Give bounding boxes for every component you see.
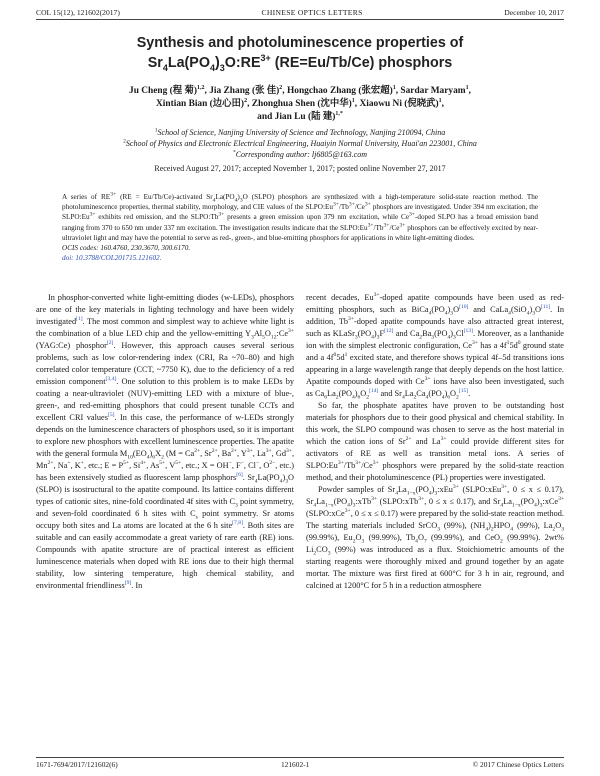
page-number: 121602-1 (280, 760, 310, 769)
footer-issn: 1671-7694/2017/121602(6) (36, 760, 118, 769)
body-column-right: recent decades, $Eu^{3+}$-doped apatite compounds have been used as red-emitting phosphors, such as $BiCa_4(PO_4)_3O[10]$ and $CaLa_4(SiO_4)_3O[11]$. In addition, $Tb^{3+}$-doped apatite compounds have also attracted great interest, such as $KLaSr_3(PO_4)_3F[12]$ and $Ca_2Ba_3(PO_4)_3Cl[13]$. Moreover, as a lanthanide ion with the simplest electronic configuration, $Ce^{3+}$ has a $4f^15d^0$ ground state and a $4f^05d^1$ excited state, and therefore shows typical 4f–5d transitions ions appearing in a large wavelength range that deeply depends on the host lattice. Apatite compounds doped with $Ce^{3+}$ ions have also been investigated, such as $Ca_6La_2(PO_4)_6O_2[14]$ and $Sr_4La_2Ca_4(PO_4)_6O_2[15]$. So far, the phosphate apatites have proven to be outstanding host materials for phosphors due to their good physical and chemical stability. In this work, the SLPO compound was chosen to serve as the host material in which the cation ions of $Sr^{2+}$ and $La^{3+}$ could provide different sites for activators of RE as well as transition metal ions. A series of $SLPO:Eu^{3+}/Tb^{3+}/Ce^{3+}$ phosphors were prepared by the solid-state reaction method, and their photoluminescence (PL) properties were investigated. Powder samples of $Sr_4La_{1-x}(PO_4)_3:xEu^{3+}$ (SLPO:xEu$^{3+}$, 0 ≤ x ≤ 0.17), $Sr_4La_{1-x}(PO_4)_3:xTb^{3+}$ (SLPO:xTb$^{3+}$, 0 ≤ x ≤ 0.17), and $Sr_4La_{1-x}(PO_4)_3:xCe^{3+}$ (SLPO:xCe$^{3+}$, 0 ≤ x ≤ 0.17) were prepared by the solid-state reaction method. The starting materials included SrCO$_3$ (99%), $(NH_4)_2HPO_4$ (99%), $La_2O_3$ (99.99%), $Eu_2O_3$ (99.99%), $Tb_4O_7$ (99.99%), and CeO$_2$ (99.99%). 2wt% $Li_2CO_3$ (99%) was introduced as a flux. Stoichiometric amounts of the starting reagents were thoroughly mixed and ground together by an agate mortar. The mixture was first fired at 600°C for 3 h in air, reground, and calcined at 1200°C for 5 h in a reduction atmosphere (306, 292, 565, 590)
abstract-text: A series of $RE^{3+}$ (RE = Eu/Tb/Ce)-activated $Sr_4La(PO_4)_3O$ (SLPO) phosphors are synthesized with a high-temperature solid-state reaction method. The photoluminescence properties, thermal stability, morphology, and CIE values of the $SLPO:Eu^{3+}/Tb^{3+}/Ce^{3+}$ phosphors are investigated. Under 394 nm excitation, the $SLPO:Eu^{3+}$ exhibits red emission, and the $SLPO:Tb^{3+}$ presents a green emission upon 379 nm excitation, while $Ce^{3+}$-doped SLPO has a broad emission band ranging from 370 to 650 nm under 337 nm excitation. The investigation results indicate that the $SLPO:Eu^{3+}/Tb^{3+}/Ce^{3+}$ phosphors can be effectively excited by near-ultraviolet light and may have the potential to serve as red-, green-, and blue-emitting phosphors for applications in white light-emitting diodes. (62, 191, 538, 242)
title-line-1: Synthesis and photoluminescence properties of (136, 35, 464, 51)
copyright: © 2017 Chinese Optics Letters (472, 760, 564, 769)
page-footer (36, 757, 564, 769)
abstract (62, 192, 538, 263)
affiliations: $^1$School of Science, Nanjing University of Science and Technology, Nanjing 210094, China $^2$School of Physics and Electronic Electrical Engineering, Huaiyin Normal University, Huai'an 223001, China *Corresponding author: lj6805@163.com (123, 127, 477, 159)
journal-name: CHINESE OPTICS LETTERS (261, 8, 363, 17)
running-header (36, 8, 564, 20)
paper-title (40, 33, 560, 73)
issue-date: December 10, 2017 (504, 8, 564, 17)
author-list: Ju Cheng (程 菊)$^{1,2}$, Jia Zhang (张 佳)$^2$, Hongchao Zhang (张宏超)$^1$, Sardar Maryam$^1$, Xintian Bian (边心田)$^2$, Zhonghua Shen (沈中华)$^1$, Xiaowu Ni (倪晓武)$^1$, and Jian Lu (陆 建)$^{1,*}$ (129, 84, 471, 122)
body-column-left: In phosphor-converted white light-emitting diodes (w-LEDs), phosphors are one of the key materials in lighting technology and have been widely investigated[1]. The most common and simplest way to achieve white light is the combination of a blue LED chip and the yellow-emitting $Y_3Al_5O_{12}:Ce^{3+}$ (YAG:Ce) phosphor[2]. However, this approach causes several serious problems, such as low color-rendering index (CRI, Ra ~70–80) and high correlated color temperature (CCT, ~7750 K), due to the deficiency of a red emission component[3,4]. One solution to this problem is to make LEDs by coating a near-ultraviolet (NUV)-emitting LED with a mixture of blue-, green-, and red-emitting phosphors that could present tunable CCTs and excellent CRI values[5]. In this case, the performance of w-LEDs strongly depends on the luminescence characters of phosphors used, so it is important to explore new phosphors with excellent luminescence properties. The apatite with the general formula $M_{10}(EO_4)_6X_2$ ($M = Ca^{2+}$, $Sr^{2+}$, $Ba^{2+}$, $Y^{3+}$, $La^{3+}$, $Gd^{3+}$, $Mn^{2+}$, Na+, K+, etc.; $E = P^{5+}$, $Si^{4+}$, $As^{5+}$, $V^{5+}$, etc.; X = OH−, F−, Cl−, $O^{2-}$, etc.) has been extensively studied as fluorescent lamp phosphors[6]. $Sr_4La(PO_4)_3O$ (SLPO) is isostructural to the apatite compound. Its lattice contains different types of cationic sites, nine-fold coordinated 4f sites with $C_3$ point symmetry, and seven-fold coordinated 6 h sites with $C_s$ point symmetry. Sr atoms occupy both sites and La atoms are located at the 6 h site[7,8]. Both sites are suitable and can easily accommodate a great variety of rare earth (RE) ions. Compounds with apatite structure are of practical interest as efficient luminescence materials when doped with RE ions due to their high thermal stability, low sintering temperature, high chemical stability, and environmental friendliness[9]. In (36, 293, 295, 590)
received-dates: Received August 27, 2017; accepted November 1, 2017; posted online November 27, 2017 (154, 164, 446, 173)
ocis-codes: OCIS codes: 160.4760, 230.3670, 300.6170. (62, 244, 191, 253)
title-line-2: $Sr_4La(PO_4)_3O:RE^{3+}$ (RE=Eu/Tb/Ce) phosphors (147, 53, 453, 73)
doi-link[interactable]: doi: 10.3788/COL201715.121602. (62, 254, 162, 263)
journal-citation: COL 15(12), 121602(2017) (36, 8, 120, 17)
